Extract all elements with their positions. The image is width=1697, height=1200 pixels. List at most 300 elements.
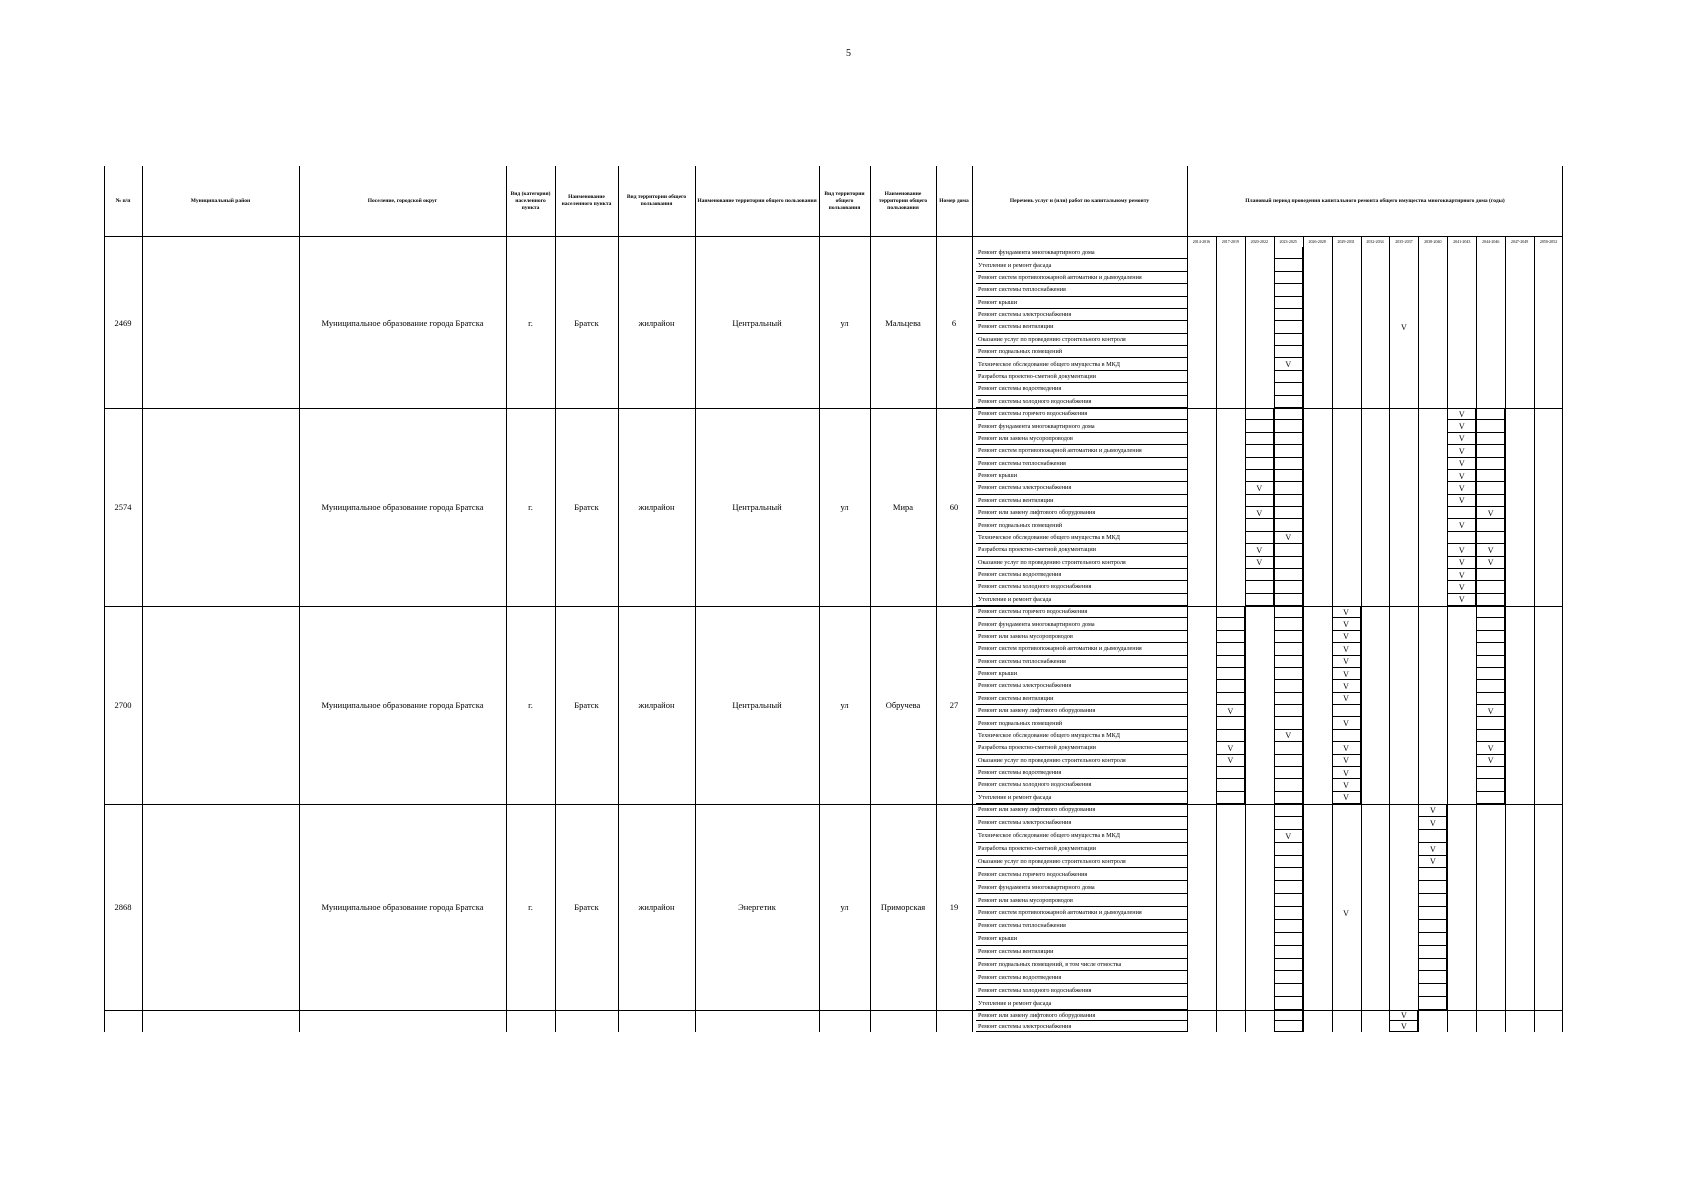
work-item: Ремонт системы холодного водоснабжения	[976, 779, 1187, 791]
schedule-cell	[1274, 272, 1303, 284]
work-item: Ремонт системы теплоснабжения	[976, 656, 1187, 668]
schedule-cell	[1245, 495, 1274, 507]
schedule-cell	[1476, 594, 1505, 606]
work-item: Ремонт системы горячего водоснабжения	[976, 868, 1187, 881]
work-item: Разработка проектно-сметной документации	[976, 843, 1187, 856]
schedule-mark: V	[1458, 471, 1465, 481]
schedule-cell	[1274, 346, 1303, 358]
schedule-mark: V	[1343, 743, 1349, 753]
street-type: ул	[840, 502, 849, 512]
schedule-cell	[1216, 618, 1245, 630]
schedule-cell	[1447, 507, 1476, 519]
schedule-cell	[1274, 458, 1303, 470]
schedule-mark: V	[1285, 831, 1292, 841]
header-territory-type: Вид территории общего пользования	[626, 194, 687, 207]
work-item: Утепление и ремонт фасада	[976, 997, 1187, 1010]
work-item: Ремонт системы электроснабжения	[976, 1021, 1187, 1032]
row-num: 2868	[114, 902, 132, 912]
district	[142, 804, 299, 1010]
schedule-cell	[1476, 470, 1505, 482]
schedule-mark: V	[1256, 558, 1263, 568]
schedule-cell	[1245, 569, 1274, 581]
period-label: 2035-2037	[1395, 238, 1413, 244]
schedule-cell	[1476, 693, 1505, 705]
schedule-cell	[1476, 606, 1505, 618]
schedule-cell	[1418, 984, 1447, 997]
schedule-cell	[1274, 408, 1303, 420]
period-divider	[1505, 237, 1506, 1032]
settlement	[299, 1010, 506, 1032]
schedule-mark: V	[1458, 459, 1465, 469]
schedule-cell	[1418, 933, 1447, 946]
schedule-cell	[1245, 581, 1274, 593]
work-item: Ремонт или замена мусоропроводов	[976, 631, 1187, 643]
schedule-mark: V	[1458, 595, 1465, 605]
work-item: Ремонт системы вентиляции	[976, 946, 1187, 959]
header-period: Плановый период проведения капитального ремонта общего имущества многоквартирного дома (годы)	[1245, 197, 1505, 204]
schedule-cell	[1245, 594, 1274, 606]
territory-type: жилрайон	[638, 502, 675, 512]
schedule-cell	[1274, 755, 1303, 767]
schedule-cell	[1274, 693, 1303, 705]
work-item: Разработка проектно-сметной документации	[976, 371, 1187, 383]
schedule-mark: V	[1343, 669, 1349, 679]
schedule-mark: V	[1343, 657, 1349, 667]
schedule-cell	[1274, 470, 1303, 482]
work-item: Ремонт подвальных помещений	[976, 519, 1187, 531]
period-divider	[1389, 237, 1390, 1032]
schedule-cell	[1274, 843, 1303, 856]
schedule-cell	[1274, 946, 1303, 959]
schedule-mark: V	[1343, 908, 1349, 918]
work-item: Ремонт систем противопожарной автоматики и дымоудаления	[976, 643, 1187, 655]
schedule-cell	[1216, 643, 1245, 655]
schedule-mark: V	[1343, 756, 1349, 766]
schedule-cell	[1418, 830, 1447, 843]
street-type: ул	[840, 317, 849, 328]
schedule-cell	[1418, 907, 1447, 920]
schedule-mark: V	[1487, 558, 1494, 568]
work-item: Ремонт системы водоотведения	[976, 971, 1187, 984]
schedule-cell	[1476, 779, 1505, 791]
work-item: Ремонт системы вентиляции	[976, 321, 1187, 333]
schedule-mark: V	[1343, 694, 1349, 704]
schedule-cell	[1274, 894, 1303, 907]
header-district: Муниципальный район	[190, 197, 251, 204]
schedule-cell	[1476, 730, 1505, 742]
schedule-cell	[1274, 259, 1303, 271]
schedule-cell	[1274, 997, 1303, 1010]
period-label: 2014-2016	[1192, 238, 1211, 244]
territory-type: жилрайон	[638, 902, 675, 912]
work-item: Разработка проектно-сметной документации	[976, 544, 1187, 556]
schedule-cell	[1476, 420, 1505, 432]
schedule-cell	[1476, 482, 1505, 494]
work-item: Оказание услуг по проведению строительного контроля	[976, 856, 1187, 869]
locality-type: г.	[528, 502, 533, 512]
schedule-cell	[1476, 458, 1505, 470]
work-item: Ремонт или замену лифтового оборудования	[976, 507, 1187, 519]
street-type: ул	[840, 902, 849, 912]
schedule-cell	[1274, 445, 1303, 457]
schedule-mark: V	[1343, 780, 1349, 790]
schedule-mark: V	[1401, 322, 1407, 332]
schedule-mark: V	[1256, 508, 1263, 518]
schedule-cell	[1476, 532, 1505, 544]
house-number: 6	[951, 317, 957, 328]
street-name: Мальцева	[885, 317, 921, 328]
district	[142, 237, 299, 408]
schedule-mark: V	[1458, 446, 1465, 456]
locality-type	[506, 1010, 555, 1032]
schedule-cell	[1274, 868, 1303, 881]
schedule-cell	[1274, 656, 1303, 668]
period-label: 2047-2049	[1510, 238, 1529, 244]
schedule-cell	[1476, 643, 1505, 655]
schedule-mark: V	[1458, 409, 1465, 419]
header-num: № п/п	[115, 197, 131, 204]
row-num: 2700	[114, 700, 132, 710]
work-item: Ремонт фундамента многоквартирного дома	[976, 420, 1187, 432]
schedule-cell	[1274, 433, 1303, 445]
header-street-type: Вид территории общего пользования	[824, 190, 865, 211]
schedule-mark: V	[1458, 483, 1465, 493]
locality-type: г.	[528, 317, 533, 328]
schedule-mark: V	[1429, 844, 1436, 854]
schedule-mark: V	[1227, 756, 1234, 766]
work-item: Ремонт системы электроснабжения	[976, 817, 1187, 830]
work-item: Утепление и ремонт фасада	[976, 792, 1187, 804]
work-item: Ремонт систем противопожарной автоматики и дымоудаления	[976, 445, 1187, 457]
locality-name: Братск	[574, 317, 599, 328]
schedule-cell	[1274, 933, 1303, 946]
period-label: 2020-2022	[1250, 238, 1268, 244]
schedule-cell	[1274, 482, 1303, 494]
schedule-cell	[1274, 680, 1303, 692]
district	[142, 408, 299, 606]
work-item: Утепление и ремонт фасада	[976, 594, 1187, 606]
schedule-cell	[1274, 767, 1303, 779]
schedule-cell	[1418, 971, 1447, 984]
work-item: Разработка проектно-сметной документации	[976, 742, 1187, 754]
schedule-cell	[1476, 581, 1505, 593]
work-item: Ремонт системы горячего водоснабжения	[976, 408, 1187, 420]
work-item: Ремонт подвальных помещений	[976, 346, 1187, 358]
schedule-cell	[1274, 594, 1303, 606]
schedule-cell	[1245, 532, 1274, 544]
work-item: Ремонт или замену лифтового оборудования	[976, 1010, 1187, 1021]
schedule-cell	[1476, 569, 1505, 581]
schedule-mark: V	[1487, 545, 1494, 555]
period-divider	[1303, 237, 1304, 1032]
period-label: 2041-2043	[1453, 238, 1471, 244]
work-item: Ремонт системы электроснабжения	[976, 482, 1187, 494]
period-label: 2026-2028	[1308, 238, 1326, 244]
schedule-mark: V	[1343, 793, 1349, 803]
work-item: Ремонт крыши	[976, 668, 1187, 680]
schedule-cell	[1274, 779, 1303, 791]
schedule-cell	[1274, 881, 1303, 894]
schedule-mark: V	[1285, 533, 1292, 543]
schedule-cell	[1476, 445, 1505, 457]
schedule-mark: V	[1458, 521, 1465, 531]
schedule-cell	[1216, 730, 1245, 742]
house-number: 19	[949, 902, 959, 912]
schedule-cell	[1274, 396, 1303, 408]
schedule-cell	[1274, 495, 1303, 507]
locality-name	[555, 1010, 618, 1032]
schedule-cell	[1274, 804, 1303, 817]
schedule-mark: V	[1285, 360, 1292, 370]
header-locality-type: Вид (категория) населенного пункта	[510, 190, 551, 211]
period-label: 2032-2034	[1366, 238, 1384, 244]
schedule-cell	[1447, 532, 1476, 544]
territory-type: жилрайон	[638, 700, 675, 710]
street-type: ул	[840, 700, 849, 710]
schedule-cell	[1274, 1021, 1303, 1032]
schedule-cell	[1274, 920, 1303, 933]
work-item: Ремонт или замену лифтового оборудования	[976, 804, 1187, 817]
schedule-mark: V	[1458, 582, 1465, 592]
work-item: Ремонт фундамента многоквартирного дома	[976, 247, 1187, 259]
work-item: Ремонт крыши	[976, 470, 1187, 482]
schedule-mark: V	[1343, 644, 1349, 654]
period-label: 2044-2046	[1482, 238, 1500, 244]
schedule-cell	[1274, 507, 1303, 519]
schedule-cell	[1332, 730, 1361, 742]
schedule-cell	[1274, 383, 1303, 395]
schedule-mark: V	[1343, 681, 1349, 691]
schedule-cell	[1476, 408, 1505, 420]
schedule-cell	[1476, 519, 1505, 531]
schedule-mark: V	[1343, 632, 1349, 642]
work-item: Ремонт системы водоотведения	[976, 767, 1187, 779]
work-item: Ремонт или замену лифтового оборудования	[976, 705, 1187, 717]
schedule-cell	[1418, 997, 1447, 1010]
settlement: Муниципальное образование города Братска	[321, 502, 484, 512]
period-divider	[1245, 237, 1246, 1032]
work-item: Техническое обследование общего имущества в МКД	[976, 730, 1187, 742]
row-num	[104, 1010, 142, 1032]
schedule-cell	[1245, 470, 1274, 482]
territory-name: Центральный	[732, 317, 782, 328]
schedule-cell	[1216, 717, 1245, 729]
work-item: Техническое обследование общего имущества в МКД	[976, 532, 1187, 544]
schedule-mark: V	[1256, 545, 1263, 555]
schedule-mark: V	[1458, 422, 1465, 432]
locality-type: г.	[528, 700, 533, 710]
work-item: Техническое обследование общего имущества в МКД	[976, 830, 1187, 843]
schedule-mark: V	[1429, 857, 1436, 867]
locality-type: г.	[528, 902, 533, 912]
schedule-mark: V	[1227, 743, 1234, 753]
schedule-mark: V	[1227, 706, 1234, 716]
schedule-cell	[1274, 984, 1303, 997]
schedule-cell	[1274, 643, 1303, 655]
house-number	[936, 1010, 972, 1032]
schedule-cell	[1274, 247, 1303, 259]
schedule-cell	[1245, 433, 1274, 445]
schedule-cell	[1476, 767, 1505, 779]
schedule-cell	[1274, 1010, 1303, 1021]
settlement: Муниципальное образование города Братска	[321, 317, 484, 328]
schedule-cell	[1274, 856, 1303, 869]
street-name: Обручева	[885, 700, 921, 710]
work-item: Оказание услуг по проведению строительного контроля	[976, 755, 1187, 767]
district	[142, 1010, 299, 1032]
schedule-cell	[1274, 544, 1303, 556]
street-type	[819, 1010, 870, 1032]
schedule-cell	[1476, 656, 1505, 668]
schedule-cell	[1216, 792, 1245, 804]
period-divider	[1534, 237, 1535, 1032]
schedule-cell	[1476, 717, 1505, 729]
schedule-cell	[1274, 606, 1303, 618]
schedule-cell	[1476, 495, 1505, 507]
schedule-cell	[1216, 606, 1245, 618]
schedule-cell	[1274, 717, 1303, 729]
work-item: Техническое обследование общего имущества в МКД	[976, 358, 1187, 370]
schedule-cell	[1476, 618, 1505, 630]
house-number: 27	[949, 700, 959, 710]
district	[142, 606, 299, 804]
schedule-cell	[1245, 408, 1274, 420]
header-works: Перечень услуг и (или) работ по капитальному ремонту	[1009, 197, 1150, 204]
street-name: Мира	[892, 502, 914, 512]
schedule-cell	[1216, 668, 1245, 680]
period-label: 2017-2019	[1221, 238, 1240, 244]
schedule-cell	[1274, 817, 1303, 830]
row-num: 2574	[114, 502, 132, 512]
schedule-mark: V	[1487, 706, 1494, 716]
period-label: 2029-2031	[1337, 238, 1355, 244]
locality-name: Братск	[574, 902, 599, 912]
schedule-mark: V	[1256, 483, 1263, 493]
locality-name: Братск	[574, 700, 599, 710]
territory-name	[695, 1010, 819, 1032]
territory-name: Энергетик	[738, 902, 776, 912]
header-house: Номер дома	[939, 197, 969, 204]
schedule-cell	[1418, 894, 1447, 907]
street-name: Приморская	[880, 902, 926, 912]
header-street-name: Наименование территории общего пользования	[878, 190, 928, 211]
schedule-cell	[1274, 309, 1303, 321]
period-label: 2023-2025	[1279, 238, 1297, 244]
page-number: 5	[846, 48, 851, 59]
row-num: 2469	[114, 317, 132, 328]
schedule-cell	[1245, 519, 1274, 531]
schedule-mark: V	[1343, 620, 1349, 630]
header-territory-name: Наименование территории общего пользования	[697, 197, 817, 204]
schedule-mark: V	[1458, 558, 1465, 568]
schedule-mark: V	[1487, 756, 1494, 766]
schedule-cell	[1476, 680, 1505, 692]
work-item: Ремонт системы электроснабжения	[976, 309, 1187, 321]
work-item: Ремонт системы горячего водоснабжения	[976, 606, 1187, 618]
schedule-mark: V	[1487, 508, 1494, 518]
schedule-cell	[1418, 959, 1447, 972]
schedule-cell	[1274, 907, 1303, 920]
work-item: Ремонт фундамента многоквартирного дома	[976, 618, 1187, 630]
schedule-cell	[1274, 420, 1303, 432]
schedule-mark: V	[1429, 805, 1436, 815]
schedule-cell	[1216, 693, 1245, 705]
work-item: Ремонт системы холодного водоснабжения	[976, 984, 1187, 997]
schedule-cell	[1274, 971, 1303, 984]
schedule-mark: V	[1458, 545, 1465, 555]
schedule-mark: V	[1458, 496, 1465, 506]
schedule-cell	[1274, 569, 1303, 581]
territory-type: жилрайон	[638, 317, 675, 328]
work-item: Ремонт системы холодного водоснабжения	[976, 396, 1187, 408]
schedule-mark: V	[1343, 768, 1349, 778]
work-item: Ремонт или замена мусоропроводов	[976, 433, 1187, 445]
schedule-cell	[1274, 668, 1303, 680]
work-item: Ремонт системы водоотведения	[976, 569, 1187, 581]
territory-type	[618, 1010, 695, 1032]
column-divider	[1562, 166, 1563, 1032]
schedule-cell	[1418, 920, 1447, 933]
schedule-cell	[1274, 959, 1303, 972]
schedule-cell	[1274, 631, 1303, 643]
schedule-mark: V	[1401, 1011, 1407, 1020]
territory-name: Центральный	[732, 502, 782, 512]
work-item: Ремонт системы вентиляции	[976, 693, 1187, 705]
schedule-cell	[1476, 631, 1505, 643]
period-label: 2050-2052	[1539, 238, 1558, 244]
work-item: Ремонт системы теплоснабжения	[976, 284, 1187, 296]
schedule-cell	[1216, 656, 1245, 668]
settlement: Муниципальное образование города Братска	[321, 902, 484, 912]
schedule-cell	[1476, 792, 1505, 804]
schedule-cell	[1216, 680, 1245, 692]
schedule-mark: V	[1343, 607, 1349, 617]
work-item: Оказание услуг по проведению строительного контроля	[976, 557, 1187, 569]
schedule-mark: V	[1458, 570, 1465, 580]
work-item: Ремонт систем противопожарной автоматики и дымоудаления	[976, 272, 1187, 284]
schedule-cell	[1216, 631, 1245, 643]
work-item: Ремонт систем противопожарной автоматики и дымоудаления	[976, 907, 1187, 920]
schedule-cell	[1216, 767, 1245, 779]
schedule-cell	[1274, 371, 1303, 383]
schedule-cell	[1274, 284, 1303, 296]
schedule-cell	[1274, 321, 1303, 333]
schedule-mark: V	[1429, 818, 1436, 828]
schedule-cell	[1274, 581, 1303, 593]
work-item: Ремонт фундамента многоквартирного дома	[976, 881, 1187, 894]
schedule-cell	[1332, 705, 1361, 717]
schedule-cell	[1274, 334, 1303, 346]
schedule-mark: V	[1285, 731, 1292, 741]
work-item: Ремонт системы теплоснабжения	[976, 920, 1187, 933]
schedule-cell	[1245, 445, 1274, 457]
schedule-mark: V	[1343, 719, 1349, 729]
schedule-mark: V	[1401, 1022, 1407, 1031]
column-divider	[972, 166, 973, 1032]
schedule-cell	[1418, 946, 1447, 959]
work-item: Утепление и ремонт фасада	[976, 259, 1187, 271]
schedule-cell	[1274, 297, 1303, 309]
work-item: Ремонт подвальных помещений, в том числе отмостка	[976, 959, 1187, 972]
work-item: Ремонт системы вентиляции	[976, 495, 1187, 507]
schedule-cell	[1274, 557, 1303, 569]
schedule-mark: V	[1458, 434, 1465, 444]
work-item: Ремонт системы электроснабжения	[976, 680, 1187, 692]
work-item: Ремонт крыши	[976, 933, 1187, 946]
header-locality-name: Наименование населенного пункта	[561, 194, 612, 207]
work-item: Ремонт системы холодного водоснабжения	[976, 581, 1187, 593]
schedule-cell	[1245, 458, 1274, 470]
